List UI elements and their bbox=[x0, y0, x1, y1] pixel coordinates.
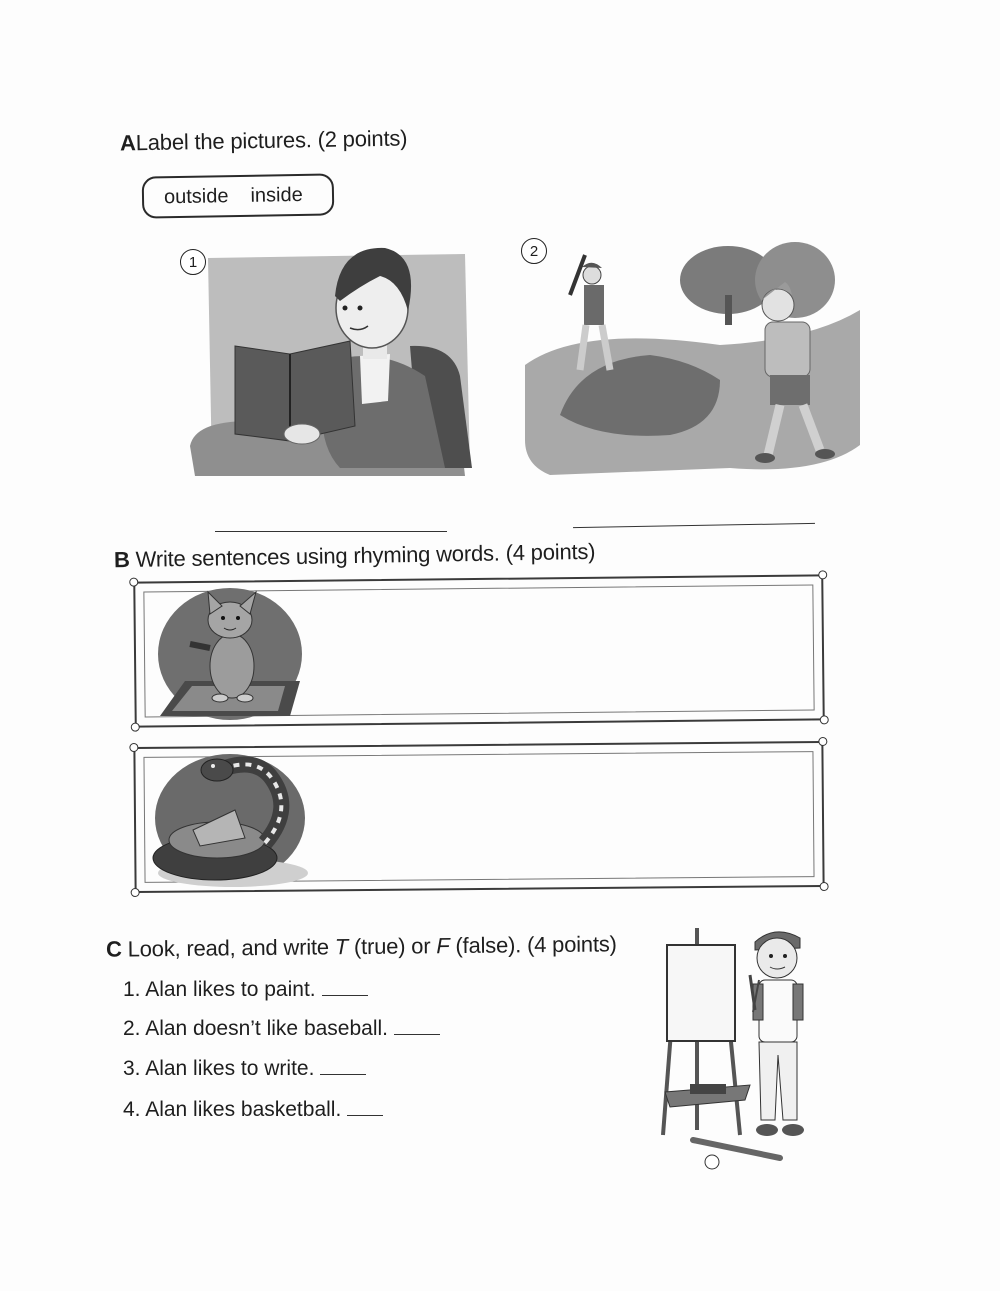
tf-item-4 bbox=[123, 1098, 383, 1122]
false-letter: F bbox=[436, 933, 450, 959]
section-c-letter: C bbox=[105, 936, 122, 962]
tf-item-3 bbox=[123, 1057, 366, 1081]
frame-corner bbox=[820, 715, 829, 724]
tf-item-1 bbox=[123, 978, 368, 1002]
frame-corner bbox=[818, 737, 827, 746]
frame-corner bbox=[818, 570, 827, 579]
frame-corner bbox=[131, 723, 140, 732]
section-c-title bbox=[106, 931, 617, 962]
tf-answer-blank-4[interactable] bbox=[347, 1101, 383, 1116]
tf-item-text: 1. Alan likes to paint. bbox=[123, 978, 316, 1001]
section-b-title bbox=[114, 539, 596, 573]
tf-item-text: 3. Alan likes to write. bbox=[123, 1057, 315, 1080]
word-bank bbox=[142, 173, 335, 218]
answer-line-picture-2[interactable] bbox=[573, 523, 815, 528]
picture-boy-reading-inside bbox=[190, 236, 480, 476]
tf-item-text: 2. Alan doesn’t like baseball. bbox=[123, 1017, 389, 1040]
tf-answer-blank-2[interactable] bbox=[394, 1020, 440, 1035]
false-word: (false). (4 points) bbox=[449, 931, 617, 959]
frame-corner bbox=[129, 578, 138, 587]
true-letter: T bbox=[334, 934, 349, 960]
picture-alan-with-easel bbox=[655, 920, 830, 1175]
picture-number-2: 2 bbox=[521, 238, 547, 264]
section-b-instruction: Write sentences using rhyming words. (4 points) bbox=[135, 538, 596, 572]
tf-item-text: 4. Alan likes basketball. bbox=[123, 1098, 342, 1121]
picture-cat-on-mat bbox=[150, 586, 310, 726]
section-a-letter: A bbox=[119, 130, 136, 156]
sentence-write-area-2[interactable] bbox=[295, 755, 806, 877]
picture-number-1: 1 bbox=[180, 249, 206, 275]
word-bank-word: inside bbox=[250, 183, 303, 207]
tf-answer-blank-3[interactable] bbox=[320, 1060, 366, 1075]
tf-item-2 bbox=[123, 1017, 440, 1041]
section-a-title bbox=[120, 125, 408, 156]
tf-answer-blank-1[interactable] bbox=[322, 981, 368, 996]
section-a-instruction: Label the pictures. (2 points) bbox=[135, 125, 408, 156]
frame-corner bbox=[129, 743, 138, 752]
section-b-letter: B bbox=[113, 546, 130, 573]
frame-corner bbox=[131, 888, 140, 897]
word-bank-word: outside bbox=[163, 184, 229, 208]
true-word: (true) or bbox=[347, 933, 437, 960]
picture-boys-playing-outside bbox=[520, 240, 865, 478]
answer-line-picture-1[interactable] bbox=[215, 531, 447, 532]
frame-corner bbox=[820, 882, 829, 891]
picture-snake-with-cake bbox=[145, 748, 310, 888]
section-c-instruction: Look, read, and write bbox=[127, 934, 335, 962]
sentence-write-area-1[interactable] bbox=[295, 589, 806, 712]
